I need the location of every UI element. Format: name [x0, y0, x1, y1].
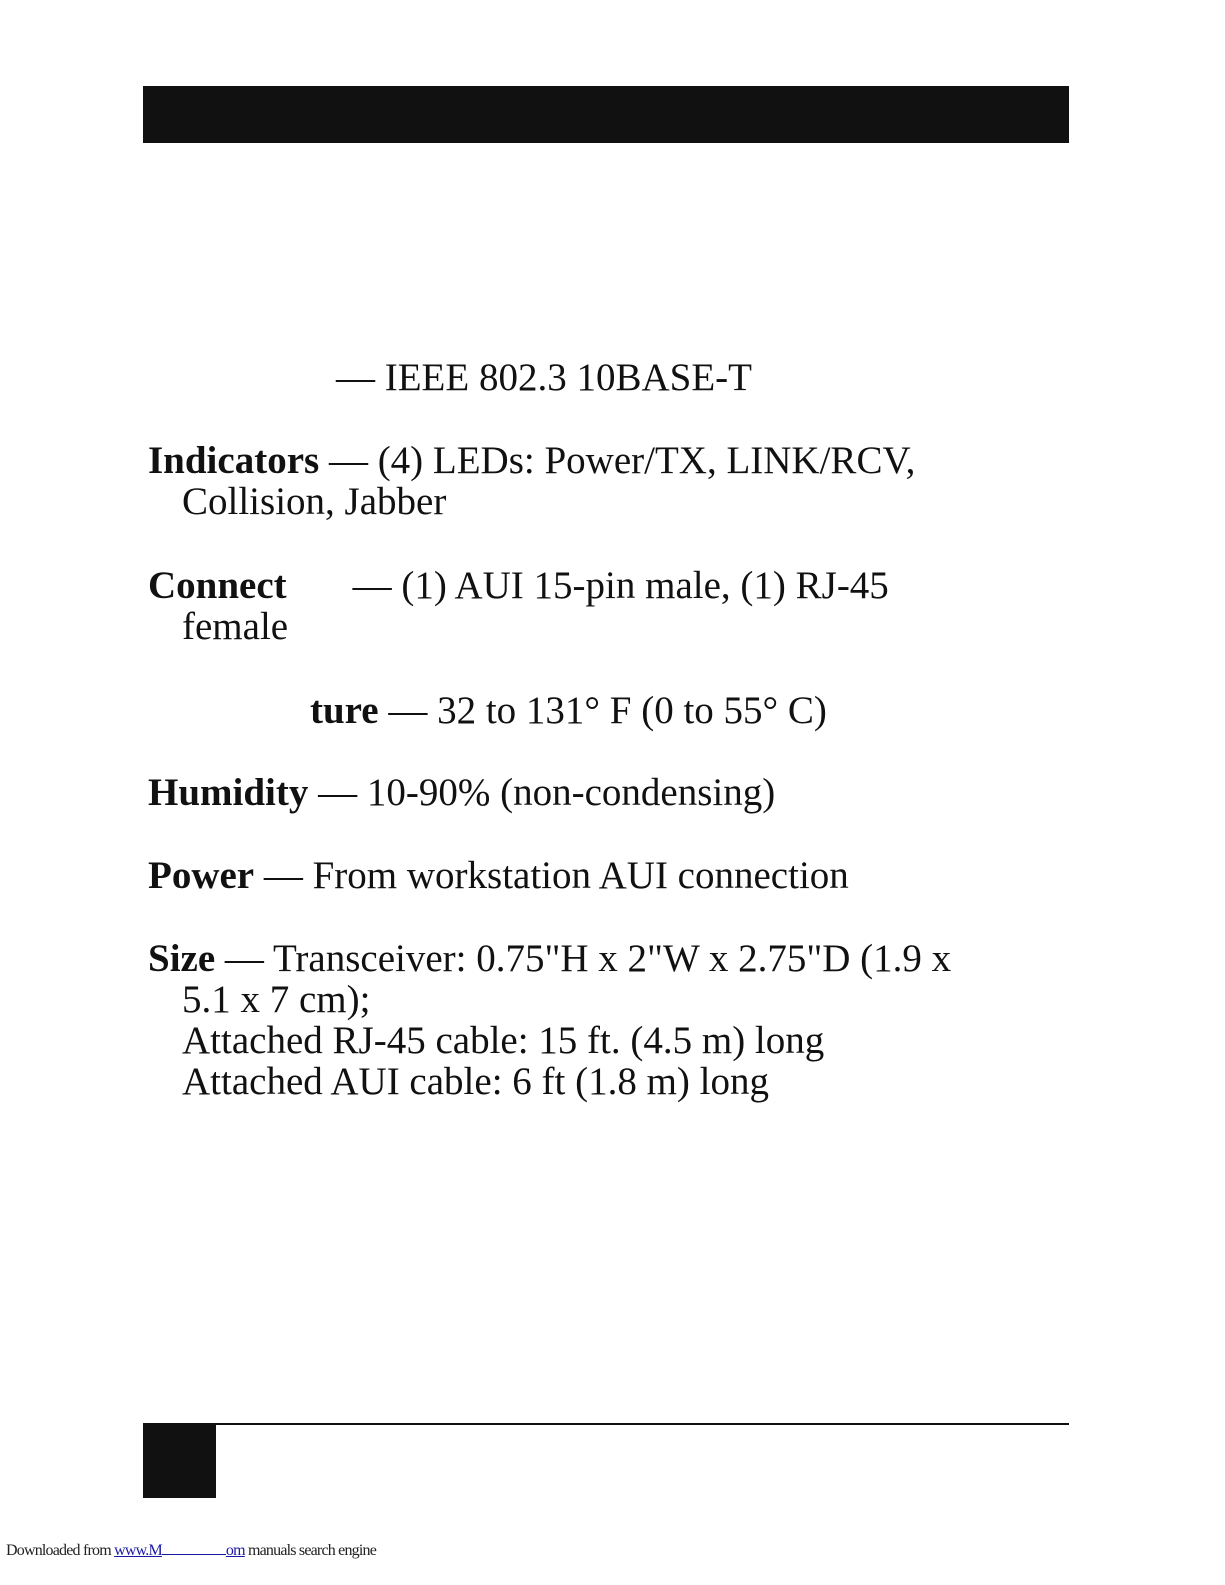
spec-connectors-cont: female [182, 605, 289, 648]
spec-size-label: Size [148, 937, 216, 980]
spec-connectors-label: Connect [148, 564, 287, 607]
spec-temperature [310, 690, 827, 731]
spec-size-cont-aui-cable: Attached AUI cable: 6 ft (1.8 m) long [182, 1060, 769, 1103]
spec-temperature-label: ture [310, 689, 379, 732]
spec-connectors-text: — (1) AUI 15-pin male, (1) RJ-45 [352, 564, 889, 607]
download-link[interactable] [114, 1542, 245, 1559]
download-notice [6, 1540, 376, 1560]
spec-indicators-cont: Collision, Jabber [182, 480, 447, 523]
download-link-start: www.M [114, 1542, 162, 1559]
spec-standard [336, 357, 752, 398]
spec-size-text: — Transceiver: 0.75"H x 2"W x 2.75"D (1.9 x [215, 937, 952, 980]
spec-humidity-label: Humidity [148, 771, 309, 814]
spec-size [148, 938, 951, 1102]
spec-standard-text: — IEEE 802.3 10BASE-T [336, 356, 752, 399]
spec-indicators-label: Indicators [148, 439, 320, 482]
download-prefix: Downloaded from [6, 1542, 115, 1559]
spec-power [148, 855, 849, 896]
spec-temperature-text: — 32 to 131° F (0 to 55° C) [378, 689, 827, 732]
spec-indicators-text: — (4) LEDs: Power/TX, LINK/RCV, [319, 439, 916, 482]
spec-power-text: — From workstation AUI connection [254, 854, 849, 897]
spec-connectors [148, 565, 889, 647]
header-bar [143, 86, 1069, 143]
spec-power-label: Power [148, 854, 255, 897]
download-link-end: om [225, 1542, 245, 1559]
spec-indicators [148, 440, 915, 522]
spec-size-cont-dimensions: 5.1 x 7 cm); [182, 978, 371, 1021]
download-link-gap [162, 1540, 226, 1555]
download-suffix: manuals search engine [244, 1542, 377, 1559]
footer-rule [143, 1423, 1069, 1425]
page-number-block [143, 1423, 216, 1498]
spec-humidity [148, 772, 775, 813]
spec-size-cont-rj45-cable: Attached RJ-45 cable: 15 ft. (4.5 m) long [182, 1019, 825, 1062]
spec-humidity-text: — 10-90% (non-condensing) [308, 771, 776, 814]
